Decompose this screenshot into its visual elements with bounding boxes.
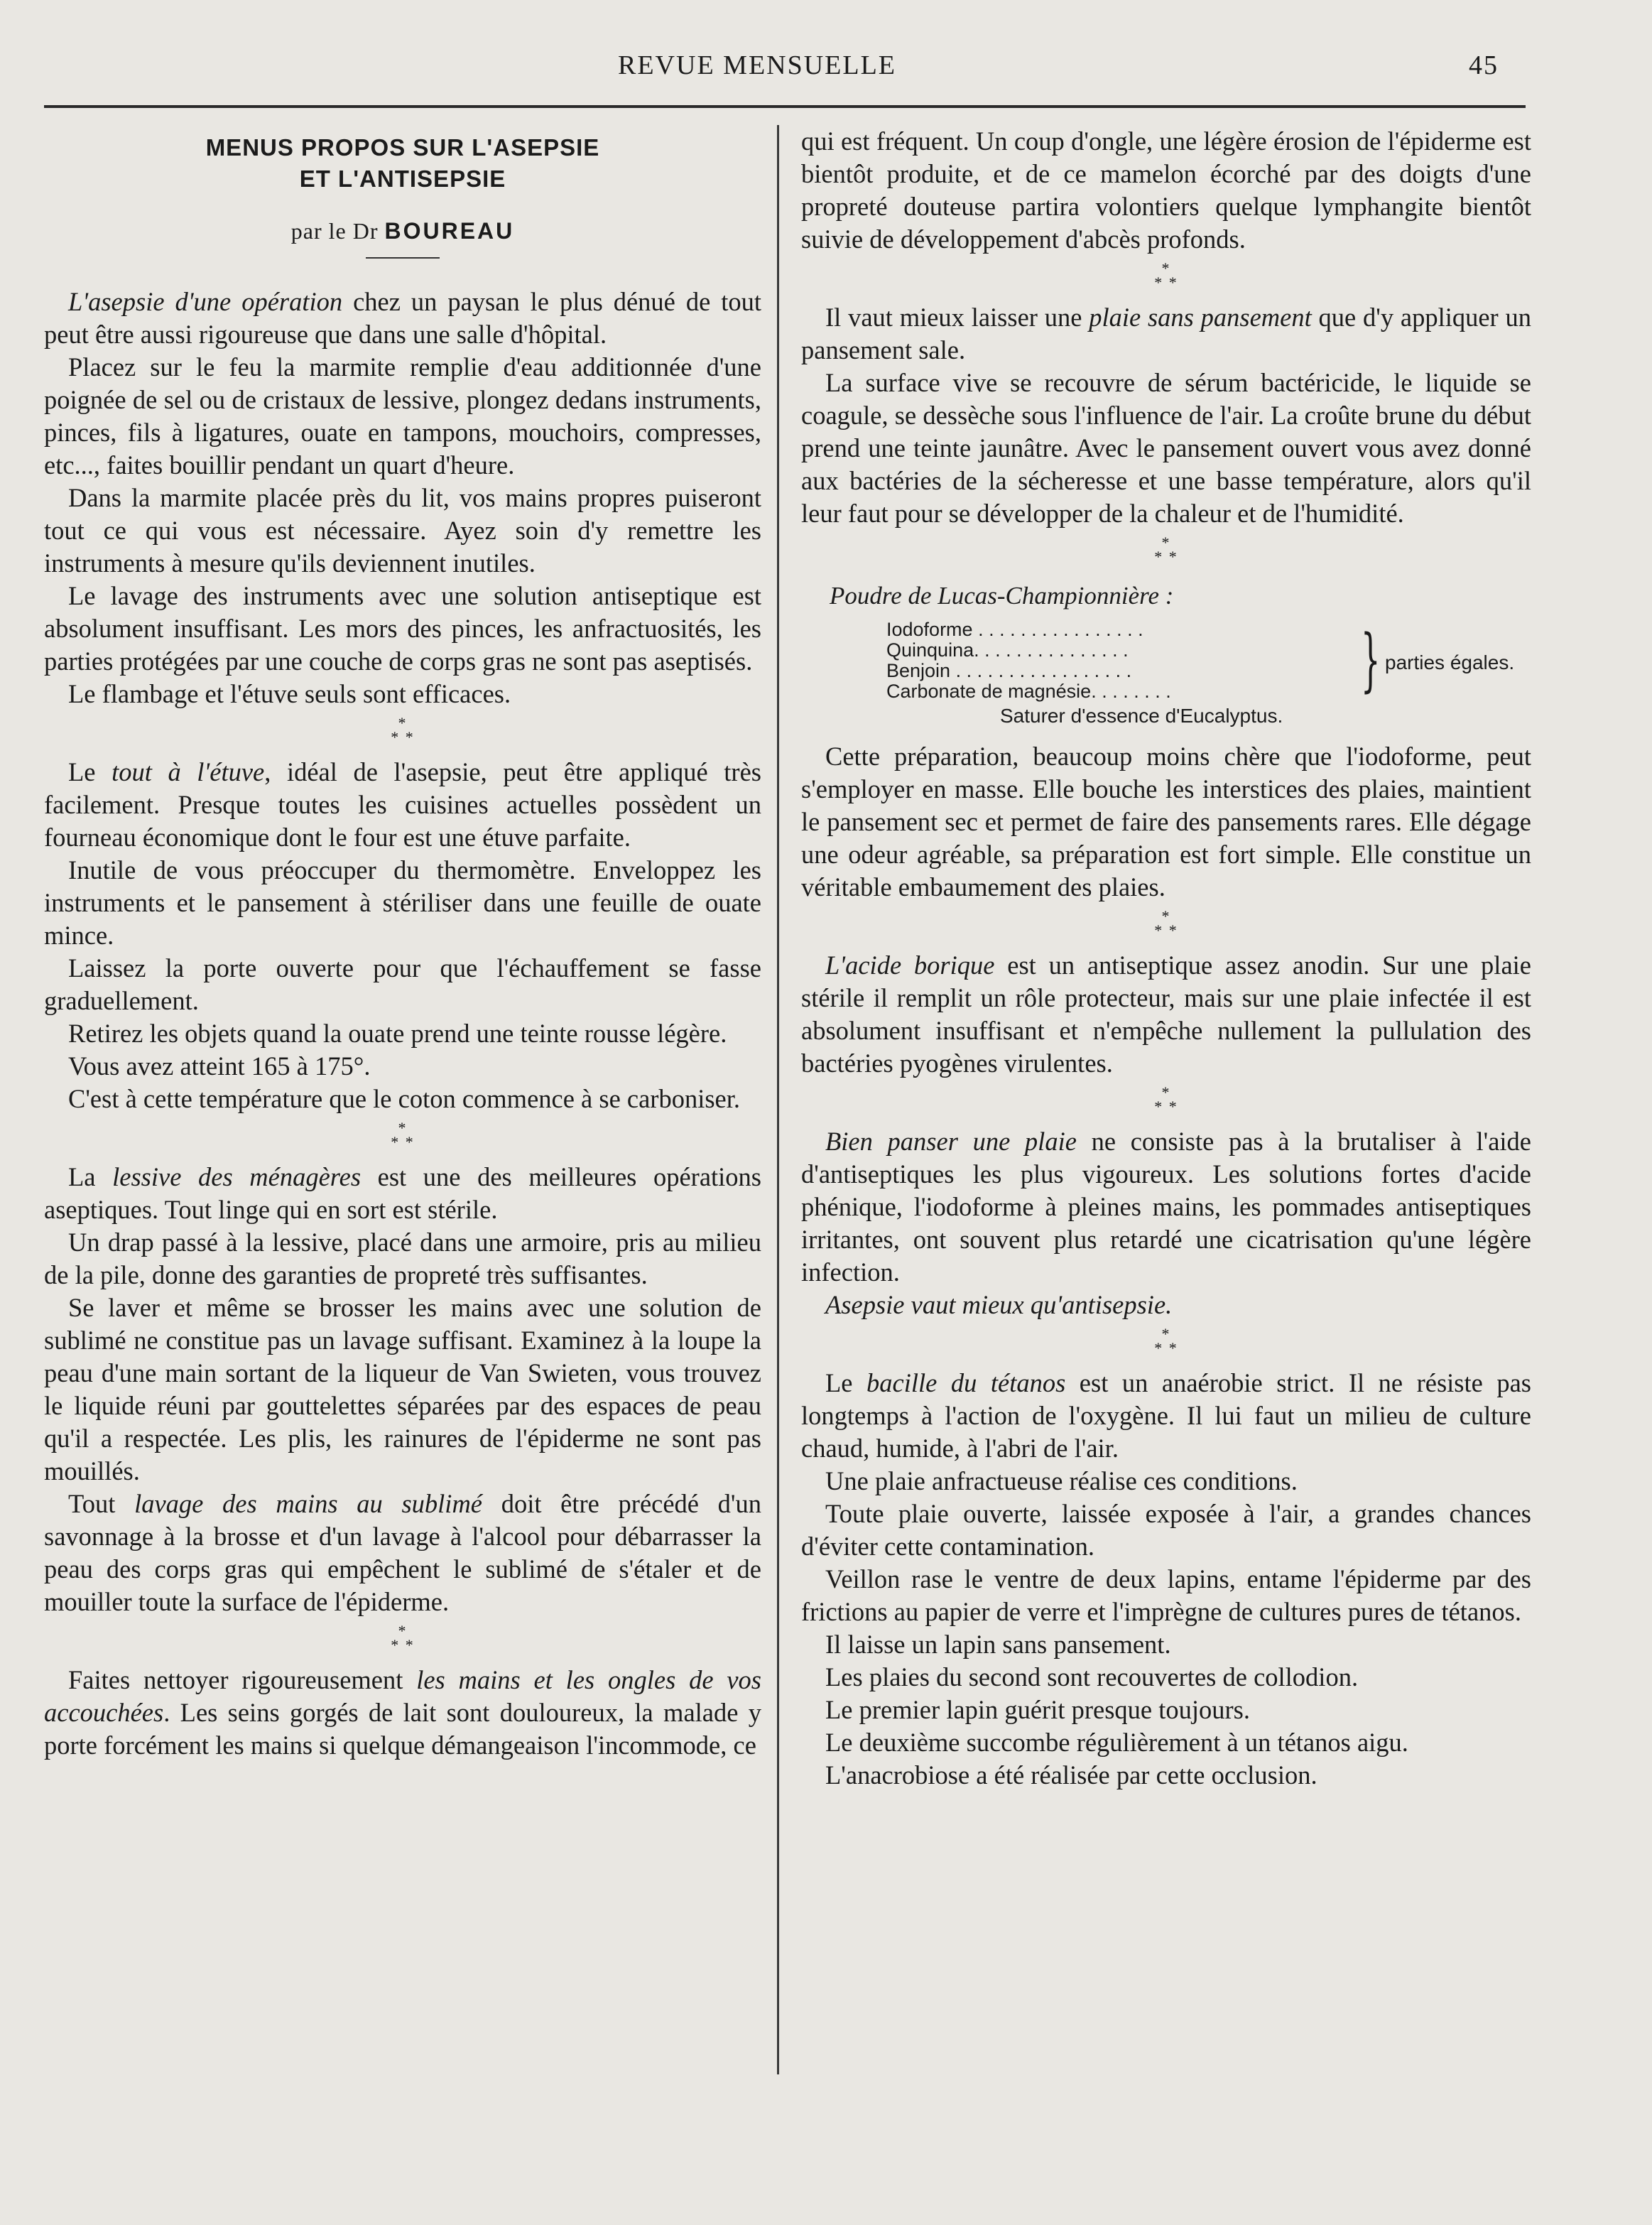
paragraph: Le premier lapin guérit presque toujours. — [825, 1695, 1251, 1724]
paragraph — [44, 286, 761, 351]
separator-star: * — [1161, 1325, 1171, 1343]
paragraph: L'anacrobiose a été réalisée par cette occlusion. — [825, 1760, 1317, 1790]
paragraph — [801, 1367, 1531, 1465]
paragraph — [801, 949, 1531, 1080]
paragraph-text: , idéal de l'asepsie, peut être appliqué très facilement. Presque toutes les cuisines actuelles possèdent un fourneau économique dont le four est une étuve parfaite. — [44, 757, 761, 852]
separator-star: * — [398, 1622, 408, 1640]
paragraph: Vous avez atteint 165 à 175°. — [68, 1051, 371, 1081]
byline — [44, 215, 761, 247]
section-separator — [44, 1618, 761, 1664]
proportion-label: parties égales. — [1385, 651, 1515, 673]
separator-star: * — [398, 1119, 408, 1137]
paragraph: Cette préparation, beaucoup moins chère que l'iodoforme, peut s'employer en masse. Elle bouche les interstices des plaies, maintient le pansement sec et permet de faire des pansements rares. Elle dégage une odeur agréable, sa préparation est fort simple. Elle constitue un véritable embaumement des plaies. — [801, 742, 1531, 902]
byline-prefix: par le Dr — [290, 218, 379, 244]
emphasis: bacille du tétanos — [866, 1368, 1066, 1397]
emphasis: L'asepsie d'une opération — [68, 287, 343, 316]
ingredient-item: Benjoin . . . . . . . . . . . . . . . . . — [886, 661, 1132, 681]
right-column — [801, 125, 1531, 1792]
paragraph: Dans la marmite placée près du lit, vos mains propres puiseront tout ce qui vous est nécessaire. Ayez soin d'y remettre les instruments à mesure qu'ils deviennent inutiles. — [44, 483, 761, 578]
paragraph — [801, 1289, 1531, 1321]
separator-star: * — [1161, 1083, 1171, 1101]
paragraph: qui est fréquent. Un coup d'ongle, une légère érosion de l'épiderme est bientôt produite, et de ce mamelon écorché par des doigts d'une propreté douteuse partira volontiers quelque lymphangite bientôt suivie de développement d'abcès profonds. — [801, 126, 1531, 254]
paragraph: Retirez les objets quand la ouate prend une teinte rousse légère. — [68, 1019, 727, 1048]
article-title — [44, 132, 761, 195]
brace-glyph: } — [1361, 620, 1381, 700]
paragraph: Toute plaie ouverte, laissée exposée à l'air, a grandes chances d'éviter cette contamination. — [801, 1499, 1531, 1561]
paragraph-text: doit être précédé d'un savonnage à la brosse et d'un lavage à l'alcool pour débarrasser la peau des corps gras qui empêchent le sublimé de s'étaler et de mouiller toute la surface de l'épiderme. — [44, 1489, 762, 1616]
ingredient-list — [886, 619, 1359, 702]
separator-star: * — [398, 714, 408, 732]
emphasis: lavage des mains au sublimé — [134, 1489, 483, 1518]
separator-star: * — [1161, 907, 1171, 925]
emphasis: L'acide borique — [825, 951, 995, 980]
running-header — [0, 44, 1652, 87]
paragraph: Inutile de vous préoccuper du thermomètre. Enveloppez les instruments et le pansement à stériliser dans une feuille de ouate mince. — [44, 855, 761, 950]
emphasis: Bien panser une plaie — [825, 1127, 1077, 1156]
paragraph: Laissez la porte ouverte pour que l'échauffement se fasse graduellement. — [44, 953, 761, 1015]
journal-title: REVUE MENSUELLE — [618, 50, 897, 80]
separator-stars: * * — [1154, 921, 1178, 939]
emphasis: plaie sans pansement — [1089, 303, 1312, 332]
paragraph: Une plaie anfractueuse réalise ces conditions. — [825, 1466, 1298, 1495]
paragraph: Se laver et même se brosser les mains avec une solution de sublimé ne constitue pas un lavage suffisant. Examinez à la loupe la peau d'une main sortant de la liqueur de Van Swieten, vous trouvez le liquide réuni par gouttelettes séparées par des espaces de peau qu'il a respectée. Les plis, les rainures de l'épiderme ne sont pas mouillés. — [44, 1293, 761, 1485]
paragraph — [44, 756, 761, 854]
paragraph: Les plaies du second sont recouvertes de collodion. — [825, 1662, 1359, 1691]
emphasis: les mains et les ongles de vos accouchées — [44, 1665, 762, 1727]
separator-stars: * * — [391, 728, 415, 746]
emphasis: Asepsie vaut mieux qu'antisepsie. — [825, 1290, 1173, 1319]
page-number: 45 — [1469, 50, 1499, 80]
paragraph: C'est à cette température que le coton commence à se carboniser. — [68, 1084, 741, 1113]
paragraph: Le lavage des instruments avec une solution antiseptique est absolument insuffisant. Les mors des pinces, les anfractuosités, les parties protégées par une couche de corps gras ne sont pas aseptisés. — [44, 581, 761, 676]
article-title-line-2: ET L'ANTISEPSIE — [299, 166, 506, 192]
column-divider — [777, 125, 779, 2074]
paragraph-text: Le — [68, 757, 112, 786]
paragraph: Un drap passé à la lessive, placé dans une armoire, pris au milieu de la pile, donne des garanties de propreté très suffisantes. — [44, 1228, 761, 1289]
separator-stars: * * — [1154, 1339, 1178, 1357]
paragraph-text: Faites nettoyer rigoureusement — [68, 1665, 417, 1694]
paragraph — [801, 1125, 1531, 1289]
paragraph-text: chez un paysan le plus dénué de tout peut être aussi rigoureuse que dans une salle d'hôpital. — [44, 287, 762, 349]
emphasis: lessive des ménagères — [112, 1162, 362, 1191]
paragraph — [44, 1161, 761, 1226]
paragraph-text: est une des meilleures opérations aseptiques. Tout linge qui en sort est stérile. — [44, 1162, 762, 1224]
paragraph-text: Tout — [68, 1489, 135, 1518]
separator-star: * — [1161, 534, 1171, 551]
paragraph-text: La — [68, 1162, 113, 1191]
paragraph: Le deuxième succombe régulièrement à un tétanos aigu. — [825, 1728, 1408, 1757]
ingredient-item: Iodoforme . . . . . . . . . . . . . . . . — [886, 619, 1143, 640]
paragraph-text: que d'y appliquer un pansement sale. — [801, 303, 1531, 364]
paragraph: Veillon rase le ventre de deux lapins, entame l'épiderme par des frictions au papier de verre et l'imprègne de cultures pures de tétanos. — [801, 1564, 1531, 1626]
paragraph — [44, 1488, 761, 1618]
emphasis: tout à l'étuve — [112, 757, 265, 786]
formula-title: Poudre de Lucas-Championnière : — [830, 582, 1174, 610]
article-title-line-1: MENUS PROPOS SUR L'ASEPSIE — [205, 134, 600, 161]
paragraph: La surface vive se recouvre de sérum bactéricide, le liquide se coagule, se dessèche sous l'influence de l'air. La croûte brune du début prend une teinte jaunâtre. Avec le pansement ouvert vous avez donné aux bactéries de la sécheresse et une basse température, alors qu'il leur faut pour se développer de la chaleur et de l'humidité. — [801, 368, 1531, 528]
author-name: BOUREAU — [384, 218, 515, 244]
paragraph-text: Le — [825, 1368, 867, 1397]
separator-star: * — [1161, 259, 1171, 277]
section-separator — [801, 1080, 1531, 1125]
paragraph: Placez sur le feu la marmite remplie d'eau additionnée d'une poignée de sel ou de cristaux de lessive, plongez dedans instruments, pinces, fils à ligatures, ouate en tampons, mouchoirs, compresses, etc..., faites bouillir pendant un quart d'heure. — [44, 352, 761, 480]
title-rule — [366, 257, 440, 259]
paragraph-text: est un anaérobie strict. Il ne résiste pas longtemps à l'action de l'oxygène. Il lui faut un milieu de culture chaud, humide, à l'abri de l'air. — [801, 1368, 1532, 1463]
section-separator — [44, 1115, 761, 1161]
formula-ingredients — [801, 619, 1531, 703]
section-separator — [801, 1321, 1531, 1367]
separator-stars: * * — [1154, 1098, 1178, 1115]
section-separator — [801, 904, 1531, 949]
section-separator — [801, 530, 1531, 575]
paragraph: Le flambage et l'étuve seuls sont efficaces. — [68, 679, 511, 708]
formula-note: Saturer d'essence d'Eucalyptus. — [1000, 705, 1283, 727]
paragraph — [801, 301, 1531, 367]
paragraph: Il laisse un lapin sans pansement. — [825, 1630, 1171, 1659]
header-rule — [44, 105, 1526, 108]
separator-stars: * * — [1154, 548, 1178, 565]
separator-stars: * * — [1154, 274, 1178, 291]
ingredient-item: Carbonate de magnésie. . . . . . . . — [886, 681, 1171, 702]
paragraph-text: est un antiseptique assez anodin. Sur une plaie stérile il remplit un rôle protecteur, mais sur une plaie infectée il est absolument insuffisant et n'empêche nullement la pullulation des bactéries pyogènes virulentes. — [801, 951, 1531, 1078]
section-separator — [44, 710, 761, 756]
ingredient-item: Quinquina. . . . . . . . . . . . . . . — [886, 640, 1129, 661]
section-separator — [801, 256, 1531, 301]
paragraph-text: ne consiste pas à la brutaliser à l'aide d'antiseptiques les plus vigoureux. Les solutions fortes d'acide phénique, l'iodoforme à pleines mains, les pommades antiseptiques irritantes, ont souvent plus retardé une cicatrisation qu'une légère infection. — [801, 1127, 1531, 1287]
paragraph-text: . Les seins gorgés de lait sont douloureux, la malade y porte forcément les mains si quelque démangeaison l'incommode, ce — [44, 1698, 761, 1760]
left-column — [44, 128, 761, 1762]
paragraph — [44, 1664, 761, 1762]
paragraph-text: Il vaut mieux laisser une — [825, 303, 1089, 332]
formula-block — [801, 580, 1531, 729]
separator-stars: * * — [391, 1636, 415, 1654]
separator-stars: * * — [391, 1133, 415, 1151]
